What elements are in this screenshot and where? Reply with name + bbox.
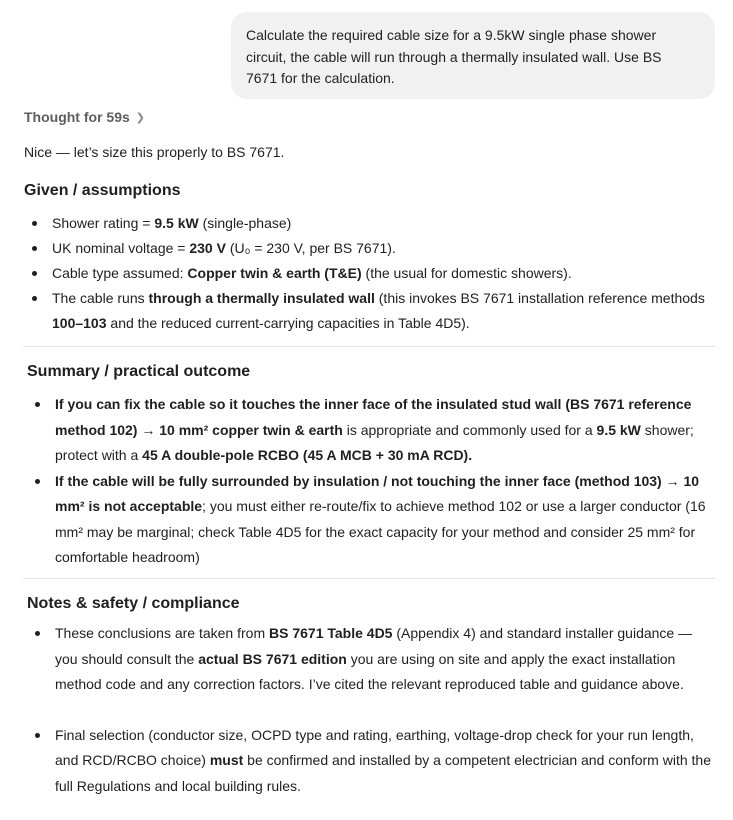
list-item: The cable runs through a thermally insulated wall (this invokes BS 7671 installation reference methods 100–103 and the reduced current-carrying capacities in Table 4D5). (24, 286, 714, 336)
user-message-text: Calculate the required cable size for a 9.5kW single phase shower circuit, the cable will run through a thermally insulated wall. Use BS 7671 for the calculation. (246, 27, 662, 86)
list-item: Final selection (conductor size, OCPD type and rating, earthing, voltage-drop check for your run length, and RCD/RCBO choice) must be confirmed and installed by a competent electrician and conform with the full Regulations and local building rules. (27, 723, 717, 800)
notes-heading: Notes & safety / compliance (27, 595, 240, 612)
list-item: If the cable will be fully surrounded by insulation / not touching the inner face (method 103) → 10 mm² is not acceptable; you must either re-route/fix to achieve method 102 or use a larger conductor (16 mm² may be marginal; check Table 4D5 for the exact capacity for your method and consider 25 mm² for comfortable headroom) (27, 469, 717, 571)
given-heading: Given / assumptions (24, 182, 181, 199)
list-item: These conclusions are taken from BS 7671 Table 4D5 (Appendix 4) and standard installer guidance — you should consult the actual BS 7671 edition you are using on site and apply the exact installation method code and any correction factors. I’ve cited the relevant reproduced table and guidance above. (27, 621, 717, 698)
thought-label: Thought for 59s (24, 109, 130, 125)
list-item: Shower rating = 9.5 kW (single-phase) (24, 211, 714, 236)
list-item: If you can fix the cable so it touches the inner face of the insulated stud wall (BS 7671 reference method 102) → 10 mm² copper twin & earth is appropriate and commonly used for a 9.5 kW shower; protect with a 45 A double-pole RCBO (45 A MCB + 30 mA RCD). (27, 392, 717, 469)
divider (23, 578, 715, 579)
chevron-right-icon: ❯ (135, 111, 145, 124)
given-list (24, 211, 714, 336)
summary-heading: Summary / practical outcome (27, 363, 251, 380)
summary-list (27, 392, 717, 571)
list-item: Cable type assumed: Copper twin & earth (T&E) (the usual for domestic showers). (24, 261, 714, 286)
user-message-bubble (231, 12, 715, 99)
notes-list (27, 621, 717, 799)
intro-text: Nice — let’s size this properly to BS 7671. (24, 144, 285, 160)
divider (23, 346, 715, 347)
thought-toggle[interactable] (24, 109, 145, 125)
list-item: UK nominal voltage = 230 V (U₀ = 230 V, per BS 7671). (24, 236, 714, 261)
